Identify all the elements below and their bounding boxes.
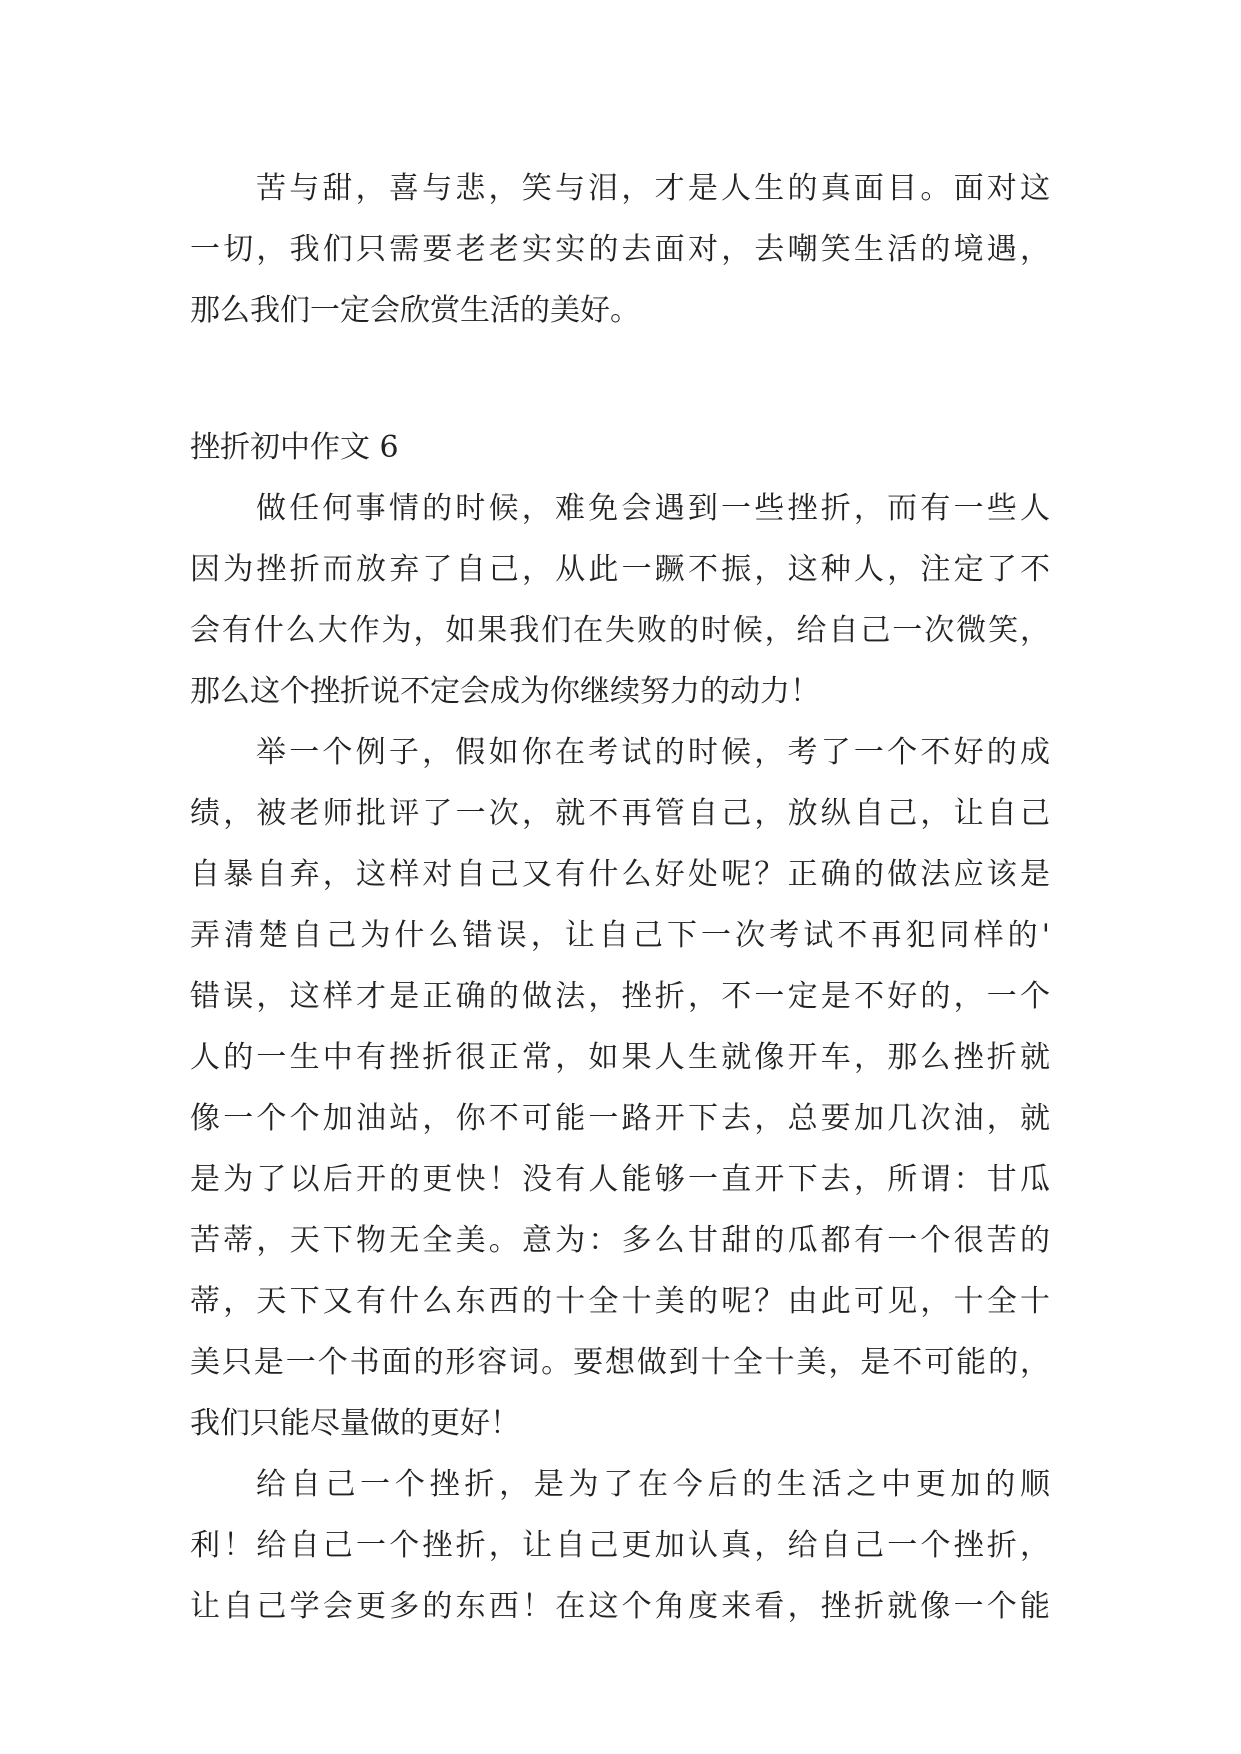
paragraph-gap xyxy=(190,341,1050,417)
paragraph-1 xyxy=(190,158,1050,341)
text-line: 像一个个加油站，你不可能一路开下去，总要加几次油，就 xyxy=(190,1101,1050,1136)
text-line: 苦蒂，天下物无全美。意为：多么甘甜的瓜都有一个很苦的 xyxy=(190,1223,1050,1258)
paragraph-4 xyxy=(190,1454,1050,1637)
text-line: 一切，我们只需要老老实实的去面对，去嘲笑生活的境遇， xyxy=(190,232,1050,267)
text-line: 举一个例子，假如你在考试的时候，考了一个不好的成 xyxy=(256,735,1050,770)
text-line: 错误，这样才是正确的做法，挫折，不一定是不好的，一个 xyxy=(190,979,1050,1014)
text-line: 自暴自弃，这样对自己又有什么好处呢？正确的做法应该是 xyxy=(190,857,1050,892)
text-line: 做任何事情的时候，难免会遇到一些挫折，而有一些人 xyxy=(256,491,1050,526)
paragraph-3 xyxy=(190,722,1050,1454)
text-line: 我们只能尽量做的更好！ xyxy=(190,1406,520,1441)
text-line: 蒂，天下又有什么东西的十全十美的呢？由此可见，十全十 xyxy=(190,1284,1050,1319)
text-line: 会有什么大作为，如果我们在失败的时候，给自己一次微笑， xyxy=(190,613,1050,648)
paragraph-2 xyxy=(190,478,1050,722)
text-line: 弄清楚自己为什么错误，让自己下一次考试不再犯同样的' xyxy=(190,918,1050,953)
text-line: 美只是一个书面的形容词。要想做到十全十美，是不可能的， xyxy=(190,1345,1050,1380)
text-line: 那么我们一定会欣赏生活的美好。 xyxy=(190,293,640,328)
text-line: 绩，被老师批评了一次，就不再管自己，放纵自己，让自己 xyxy=(190,796,1050,831)
text-line: 给自己一个挫折，是为了在今后的生活之中更加的顺 xyxy=(256,1467,1050,1502)
section-title: 挫折初中作文 6 xyxy=(190,430,399,465)
text-line: 是为了以后开的更快！没有人能够一直开下去，所谓：甘瓜 xyxy=(190,1162,1050,1197)
text-line: 让自己学会更多的东西！在这个角度来看，挫折就像一个能 xyxy=(190,1589,1050,1624)
text-line: 苦与甜，喜与悲，笑与泪，才是人生的真面目。面对这 xyxy=(256,171,1050,206)
text-line: 人的一生中有挫折很正常，如果人生就像开车，那么挫折就 xyxy=(190,1040,1050,1075)
text-line: 那么这个挫折说不定会成为你继续努力的动力！ xyxy=(190,674,820,709)
text-line: 因为挫折而放弃了自己，从此一蹶不振，这种人，注定了不 xyxy=(190,552,1050,587)
document-body xyxy=(190,158,1050,1637)
text-line: 利！给自己一个挫折，让自己更加认真，给自己一个挫折， xyxy=(190,1528,1050,1563)
